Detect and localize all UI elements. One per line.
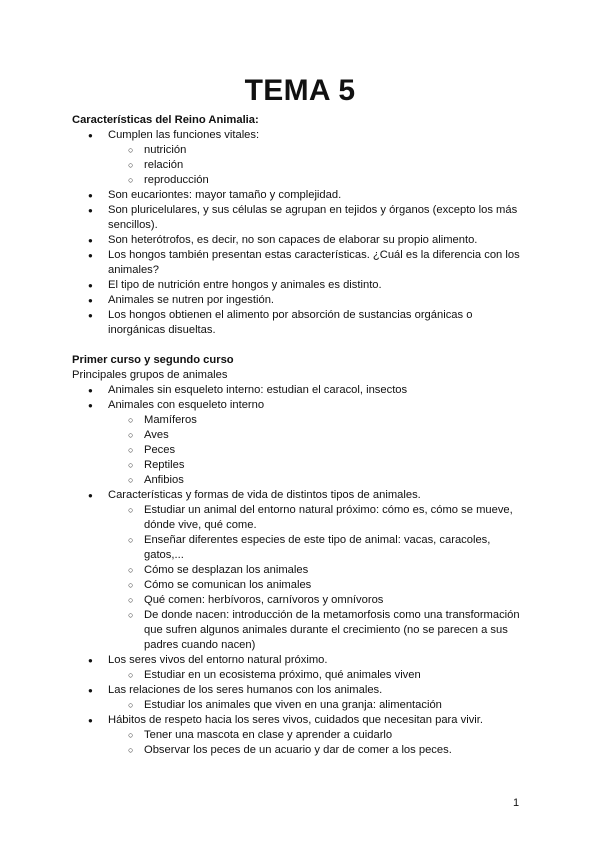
list-item-text: El tipo de nutrición entre hongos y animales es distinto. [108, 279, 382, 291]
list-item-text: Son eucariontes: mayor tamaño y complejidad. [108, 189, 342, 201]
sub-list-item: ○ Enseñar diferentes especies de este tipo de animal: vacas, caracoles, gatos,... [108, 533, 532, 563]
list-item [72, 128, 532, 188]
list-item [72, 278, 532, 293]
list-item [72, 653, 532, 683]
sub-list-item: ○ Estudiar un animal del entorno natural próximo: cómo es, cómo se mueve, dónde vive, qué come. [108, 503, 532, 533]
sub-list-item: ○ Reptiles [108, 458, 532, 473]
list-item-text: Características y formas de vida de distintos tipos de animales. [108, 489, 421, 501]
list-item-text: Los seres vivos del entorno natural próximo. [108, 654, 328, 666]
list-item [72, 248, 532, 278]
sub-list-item: ○ Estudiar en un ecosistema próximo, qué animales viven [108, 668, 532, 683]
characteristics-list [72, 128, 532, 338]
sub-list [108, 503, 532, 653]
list-item [72, 488, 532, 653]
list-item-text: Los hongos también presentan estas características. ¿Cuál es la diferencia con los animales? [108, 249, 520, 276]
sub-list-item: ○ Anfibios [108, 473, 532, 488]
list-item-text: Hábitos de respeto hacia los seres vivos, cuidados que necesitan para vivir. [108, 714, 483, 726]
list-item-text: Las relaciones de los seres humanos con los animales. [108, 684, 383, 696]
list-item [72, 188, 532, 203]
list-item [72, 308, 532, 338]
list-item-text: Cumplen las funciones vitales: [108, 129, 260, 141]
list-item [72, 383, 532, 398]
sub-list [108, 728, 532, 758]
sub-list-item: ○ Cómo se desplazan los animales [108, 563, 532, 578]
sub-list-item: ○ Estudiar los animales que viven en una granja: alimentación [108, 698, 532, 713]
sub-list [108, 668, 532, 683]
sub-list-item: ○ relación [108, 158, 532, 173]
sub-list-item: ○ Aves [108, 428, 532, 443]
list-item-text: Son heterótrofos, es decir, no son capaces de elaborar su propio alimento. [108, 234, 478, 246]
list-item-text: Animales con esqueleto interno [108, 399, 265, 411]
list-item [72, 293, 532, 308]
list-item-text: Son pluricelulares, y sus células se agrupan en tejidos y órganos (excepto los más sencillos). [108, 204, 518, 231]
section-heading-cursos: Primer curso y segundo curso [72, 354, 234, 366]
sub-list [108, 698, 532, 713]
list-item-text: Los hongos obtienen el alimento por absorción de sustancias orgánicas o inorgánicas disueltas. [108, 309, 473, 336]
animal-groups-list [72, 383, 532, 758]
sub-list [108, 413, 532, 488]
sub-list-item: ○ nutrición [108, 143, 532, 158]
list-item [72, 683, 532, 713]
sub-list-item: ○ reproducción [108, 173, 532, 188]
list-item [72, 233, 532, 248]
list-item-text: Animales sin esqueleto interno: estudian el caracol, insectos [108, 384, 408, 396]
sub-list-item: ○ Observar los peces de un acuario y dar de comer a los peces. [108, 743, 532, 758]
document-body [72, 113, 532, 758]
list-item [72, 203, 532, 233]
sub-list-item: ○ Mamíferos [108, 413, 532, 428]
sub-list-item: ○ Tener una mascota en clase y aprender a cuidarlo [108, 728, 532, 743]
list-item [72, 713, 532, 758]
section-subheading-grupos: Principales grupos de animales [72, 369, 228, 381]
sub-list-item: ○ Peces [108, 443, 532, 458]
sub-list-item: ○ De donde nacen: introducción de la metamorfosis como una transformación que sufren algunos animales durante el crecimiento (no se parecen a sus padres cuando nacen) [108, 608, 532, 653]
list-item [72, 398, 532, 488]
page-number: 1 [513, 797, 520, 809]
section-heading-reino-animalia: Características del Reino Animalia: [72, 114, 259, 126]
sub-list [108, 143, 532, 188]
page-title: TEMA 5 [244, 74, 356, 107]
section-spacer [72, 338, 532, 353]
list-item-text: Animales se nutren por ingestión. [108, 294, 275, 306]
sub-list-item: ○ Qué comen: herbívoros, carnívoros y omnívoros [108, 593, 532, 608]
sub-list-item: ○ Cómo se comunican los animales [108, 578, 532, 593]
